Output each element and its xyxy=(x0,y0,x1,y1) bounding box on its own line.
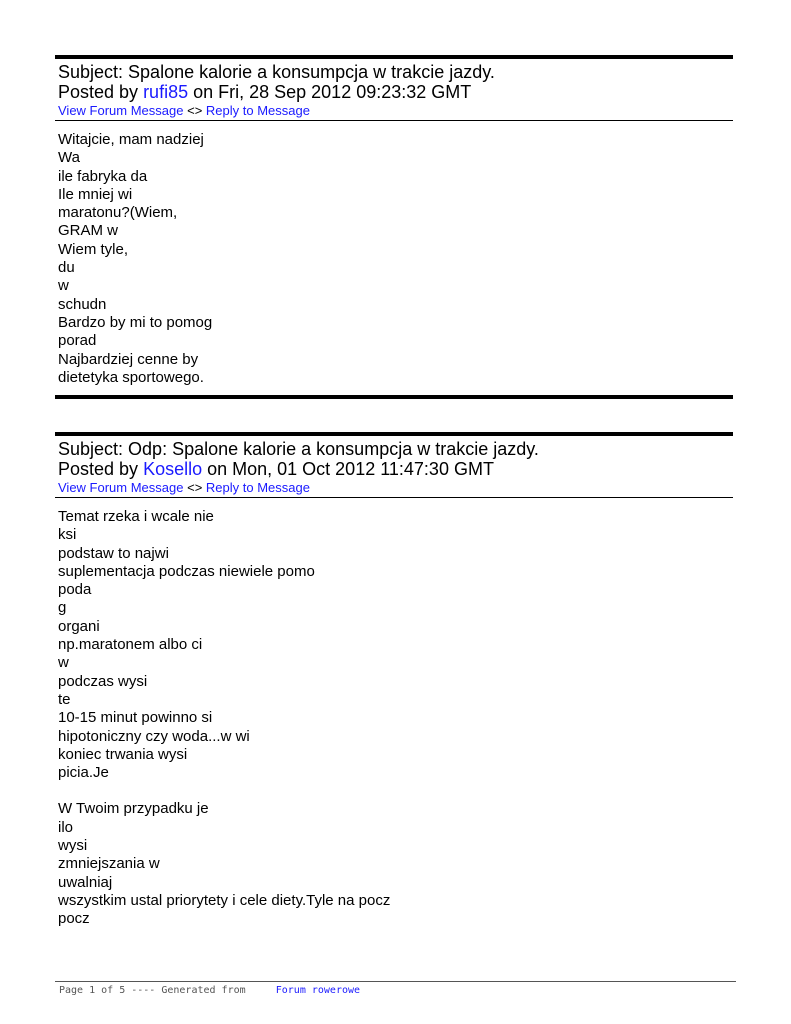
body-line: pocz xyxy=(58,910,90,928)
post-subject: Subject: Spalone kalorie a konsumpcja w trakcie jazdy. xyxy=(58,62,495,82)
body-line: Temat rzeka i wcale nie xyxy=(58,508,214,525)
body-line: w xyxy=(58,654,69,672)
posted-date: on Mon, 01 Oct 2012 11:47:30 GMT xyxy=(202,459,494,479)
post-subject: Subject: Odp: Spalone kalorie a konsumpcja w trakcie jazdy. xyxy=(58,439,539,459)
body-line: te xyxy=(58,690,71,708)
view-forum-message-link[interactable]: View Forum Message xyxy=(58,480,184,495)
body-line: podczas wysi xyxy=(58,672,148,690)
body-line: wszystkim ustal priorytety i cele diety.Tyle na pocz xyxy=(58,891,391,909)
posted-by-line xyxy=(58,82,733,102)
body-line: W Twoim przypadku je xyxy=(58,800,209,818)
body-line: du xyxy=(58,259,75,277)
body-line: GRAM w xyxy=(58,222,118,240)
link-separator: <> xyxy=(183,103,206,118)
body-line: hipotoniczny czy woda...w wi xyxy=(58,727,250,745)
footer-text xyxy=(55,982,736,996)
body-line: podstaw to najwi xyxy=(58,544,169,562)
body-line: poda xyxy=(58,581,92,599)
body-line: schudn xyxy=(58,295,107,313)
view-forum-message-link[interactable]: View Forum Message xyxy=(58,103,184,118)
posted-by-line xyxy=(58,459,733,479)
body-line: porad xyxy=(58,332,97,350)
body-line: dietetyka sportowego. xyxy=(58,368,204,386)
author-link[interactable]: Kosello xyxy=(143,459,203,479)
body-line: Witajcie, mam nadziej xyxy=(58,131,204,148)
post-separator-rule xyxy=(55,395,733,399)
message-links xyxy=(58,480,733,495)
link-separator: <> xyxy=(183,480,206,495)
author-link[interactable]: rufi85 xyxy=(143,82,189,102)
reply-to-message-link[interactable]: Reply to Message xyxy=(205,480,310,495)
body-line: ile fabryka da xyxy=(58,167,148,185)
reply-to-message-link[interactable]: Reply to Message xyxy=(205,103,310,118)
body-line: organi xyxy=(58,617,100,635)
posted-prefix: Posted by xyxy=(58,459,144,479)
body-line: g xyxy=(58,599,67,617)
body-line: uwalniaj xyxy=(58,873,113,891)
body-line: ilo xyxy=(58,818,74,836)
body-line: np.maratonem albo ci xyxy=(58,636,203,654)
forum-post-2 xyxy=(55,432,733,929)
forum-post-1 xyxy=(55,55,733,387)
body-line: w xyxy=(58,277,69,295)
body-line: Najbardziej cenne by xyxy=(58,350,199,368)
footer-generated-text: Page 1 of 5 ---- Generated from xyxy=(59,985,276,996)
post-body xyxy=(55,498,733,929)
post-body xyxy=(55,121,733,387)
body-line: Wiem tyle, xyxy=(58,240,129,258)
body-line: suplementacja podczas niewiele pomo xyxy=(58,562,315,580)
posted-prefix: Posted by xyxy=(58,82,144,102)
body-line: maratonu?(Wiem, xyxy=(58,204,178,222)
body-line: Wa xyxy=(58,149,80,167)
page-footer xyxy=(55,981,736,996)
forum-rowerowe-link[interactable]: Forum rowerowe xyxy=(275,985,361,996)
paragraph-gap xyxy=(58,782,733,800)
body-line: 10-15 minut powinno si xyxy=(58,709,213,727)
body-line: picia.Je xyxy=(58,764,109,782)
body-line: koniec trwania wysi xyxy=(58,745,188,763)
body-line: Ile mniej wi xyxy=(58,185,133,203)
message-links xyxy=(58,103,733,118)
post-header xyxy=(55,59,733,118)
post-header xyxy=(55,436,733,495)
body-line: zmniejszania w xyxy=(58,855,160,873)
body-line: wysi xyxy=(58,837,88,855)
body-line: ksi xyxy=(58,526,77,544)
body-line: Bardzo by mi to pomog xyxy=(58,313,213,331)
posted-date: on Fri, 28 Sep 2012 09:23:32 GMT xyxy=(188,82,472,102)
